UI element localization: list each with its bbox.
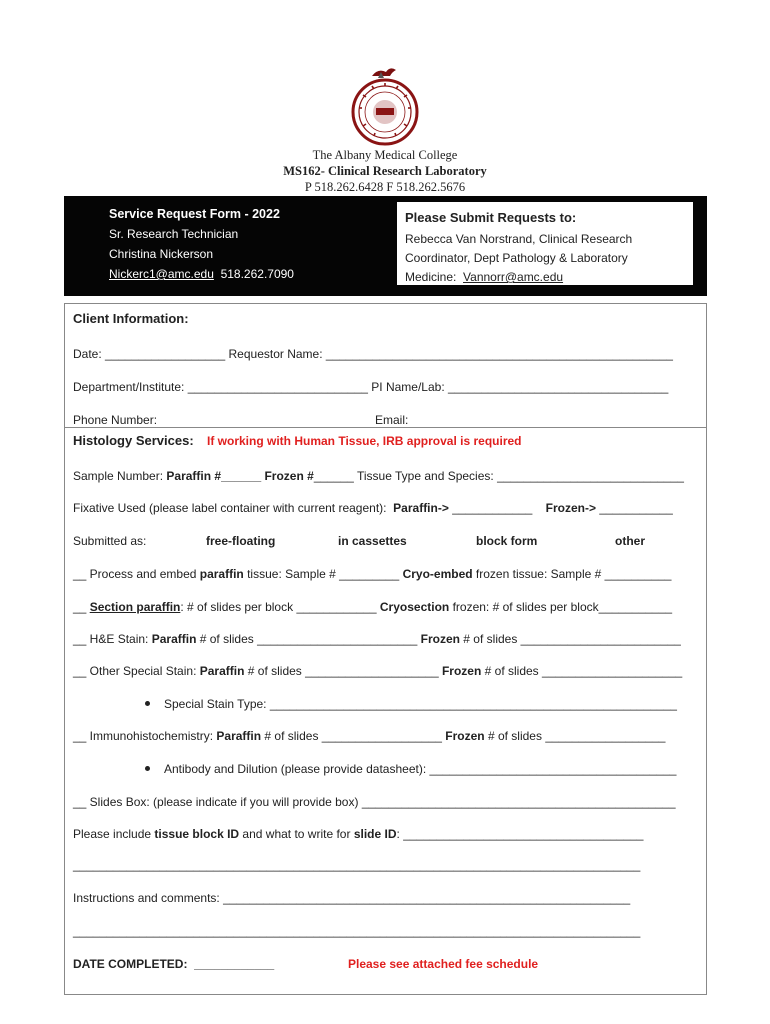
paraffin-hash-label: Paraffin #	[166, 469, 222, 483]
other-frozen-field[interactable]: _____________________	[542, 664, 683, 678]
lab-name: MS162- Clinical Research Laboratory	[283, 164, 487, 178]
ihc-prefix: __ Immunohistochemistry:	[73, 729, 217, 743]
instructions-continuation-field[interactable]: _____________________________________________________________________________________	[73, 924, 641, 938]
sample-number-label: Sample Number:	[73, 469, 164, 483]
fixative-row	[73, 500, 673, 516]
other-mid: # of slides	[244, 664, 306, 678]
submit-email-link[interactable]: Vannorr@amc.edu	[463, 270, 564, 284]
frozen-sample-field[interactable]: ______	[313, 469, 354, 483]
fixative-frozen-field[interactable]: ___________	[599, 501, 673, 515]
contact-phone: 518.262.7090	[220, 267, 294, 281]
special-stain-field[interactable]: _____________________________________________________________	[269, 697, 677, 711]
fixative-label: Fixative Used (please label container with current reagent):	[73, 501, 387, 515]
date-completed-row	[73, 956, 274, 972]
other-frozen: Frozen	[441, 664, 482, 678]
he-stain-row	[73, 631, 681, 647]
he-paraffin: Paraffin	[151, 632, 197, 646]
requestor-field[interactable]: ____________________________________________________	[325, 347, 673, 361]
section-cryosection: Cryosection	[379, 600, 450, 614]
process-mid: tissue: Sample #	[243, 567, 340, 581]
special-stain-label: Special Stain Type:	[164, 697, 267, 711]
submitted-as-label: Submitted as:	[73, 534, 147, 548]
other-paraffin-field[interactable]: ____________________	[305, 664, 439, 678]
he-frozen: Frozen	[420, 632, 460, 646]
section-row	[73, 599, 672, 615]
department-field[interactable]: ___________________________	[187, 380, 368, 394]
he-paraffin-field[interactable]: ________________________	[257, 632, 418, 646]
process-paraffin: paraffin	[199, 567, 244, 581]
section-paraffin: Section paraffin	[89, 600, 181, 614]
process-embed-row	[73, 566, 671, 582]
other-suffix: # of slides	[481, 664, 543, 678]
slides-box-label: __ Slides Box: (please indicate if you will provide box)	[73, 795, 359, 809]
phone-fax: P 518.262.6428 F 518.262.5676	[304, 180, 466, 194]
include-field[interactable]: ____________________________________	[403, 827, 644, 841]
fee-note: Please see attached fee schedule	[348, 957, 539, 971]
department-pi-row	[73, 379, 668, 395]
ihc-mid: # of slides	[261, 729, 322, 743]
include-mid: and what to write for	[239, 827, 354, 841]
tissue-type-field[interactable]: ____________________________	[497, 469, 684, 483]
instructions-label: Instructions and comments:	[73, 891, 220, 905]
date-label: Date:	[73, 347, 102, 361]
section-mid: : # of slides per block	[180, 600, 297, 614]
section-prefix: __	[73, 600, 90, 614]
date-completed-label: DATE COMPLETED:	[73, 957, 188, 971]
slides-box-field[interactable]: _______________________________________________	[361, 795, 676, 809]
section-paraffin-field[interactable]: ____________	[296, 600, 377, 614]
other-prefix: __ Other Special Stain:	[73, 664, 200, 678]
other-stain-row	[73, 663, 682, 679]
fixative-paraffin-field[interactable]: ____________	[452, 501, 533, 515]
ihc-frozen: Frozen	[445, 729, 485, 743]
ihc-paraffin: Paraffin	[216, 729, 262, 743]
include-suffix: :	[396, 827, 404, 841]
contact-block	[109, 204, 294, 284]
department-label: Department/Institute:	[73, 380, 185, 394]
fixative-frozen-label: Frozen->	[545, 501, 596, 515]
he-mid: # of slides	[196, 632, 258, 646]
include-prefix: Please include	[73, 827, 155, 841]
submit-requests-box	[397, 202, 693, 285]
date-requestor-row	[73, 346, 673, 362]
submit-line-1: Rebecca Van Norstrand, Clinical Research	[405, 232, 633, 246]
process-frozen-field[interactable]: __________	[604, 567, 672, 581]
ihc-suffix: # of slides	[484, 729, 546, 743]
form-title: Service Request Form - 2022	[109, 207, 280, 221]
tissue-type-label: Tissue Type and Species:	[356, 469, 494, 483]
client-info-title: Client Information:	[73, 311, 189, 326]
slides-box-row	[73, 794, 676, 810]
phone-label: Phone Number:	[73, 413, 158, 427]
date-field[interactable]: __________________	[105, 347, 226, 361]
submit-line-2: Coordinator, Dept Pathology & Laboratory	[405, 251, 628, 265]
submit-title: Please Submit Requests to:	[405, 210, 577, 225]
frozen-hash-label: Frozen #	[264, 469, 314, 483]
contact-email-link[interactable]: Nickerc1@amc.edu	[109, 267, 214, 281]
histology-title: Histology Services:	[73, 433, 194, 448]
instructions-field[interactable]: _____________________________________________________________	[223, 891, 631, 905]
include-tissue-block-id: tissue block ID	[154, 827, 240, 841]
he-prefix: __ H&E Stain:	[73, 632, 152, 646]
paraffin-sample-field[interactable]: ______	[221, 469, 262, 483]
contact-role: Sr. Research Technician	[109, 227, 239, 241]
antibody-row	[145, 761, 676, 777]
process-suffix: frozen tissue: Sample #	[472, 567, 605, 581]
email-label: Email:	[375, 413, 409, 427]
option-other[interactable]: other	[615, 534, 645, 548]
special-stain-type-row	[145, 696, 677, 712]
date-completed-field[interactable]: ____________	[194, 957, 275, 971]
include-ids-row	[73, 826, 643, 842]
ihc-paraffin-field[interactable]: __________________	[321, 729, 442, 743]
requestor-label: Requestor Name:	[228, 347, 323, 361]
histology-title-row	[73, 433, 522, 449]
pi-field[interactable]: _________________________________	[448, 380, 669, 394]
process-cryo: Cryo-embed	[402, 567, 473, 581]
section-frozen-field[interactable]: ___________	[598, 600, 673, 614]
sample-number-row	[73, 468, 684, 484]
other-paraffin: Paraffin	[199, 664, 245, 678]
he-frozen-field[interactable]: ________________________	[520, 632, 681, 646]
header-banner	[64, 196, 707, 296]
college-name: The Albany Medical College	[312, 148, 458, 162]
bullet-icon	[145, 701, 150, 706]
pi-label: PI Name/Lab:	[371, 380, 445, 394]
option-in-cassettes[interactable]: in cassettes	[338, 534, 407, 548]
contact-name: Christina Nickerson	[109, 247, 214, 261]
fixative-paraffin-label: Paraffin->	[393, 501, 449, 515]
option-free-floating[interactable]: free-floating	[206, 534, 276, 548]
he-suffix: # of slides	[459, 632, 521, 646]
college-seal-logo	[350, 66, 420, 148]
option-block-form[interactable]: block form	[476, 534, 538, 548]
instructions-row	[73, 890, 630, 906]
ihc-frozen-field[interactable]: __________________	[545, 729, 666, 743]
antibody-field[interactable]: _____________________________________	[429, 762, 677, 776]
bullet-icon	[145, 766, 150, 771]
irb-note: If working with Human Tissue, IRB approval is required	[207, 434, 522, 448]
submit-line-3-label: Medicine:	[405, 270, 457, 284]
ihc-row	[73, 728, 665, 744]
section-suffix: frozen: # of slides per block	[449, 600, 599, 614]
include-continuation-field[interactable]: _____________________________________________________________________________________	[73, 858, 641, 872]
process-paraffin-field[interactable]: _________	[339, 567, 400, 581]
process-prefix: __ Process and embed	[73, 567, 200, 581]
include-slide-id: slide ID	[353, 827, 397, 841]
antibody-label: Antibody and Dilution (please provide datasheet):	[164, 762, 427, 776]
